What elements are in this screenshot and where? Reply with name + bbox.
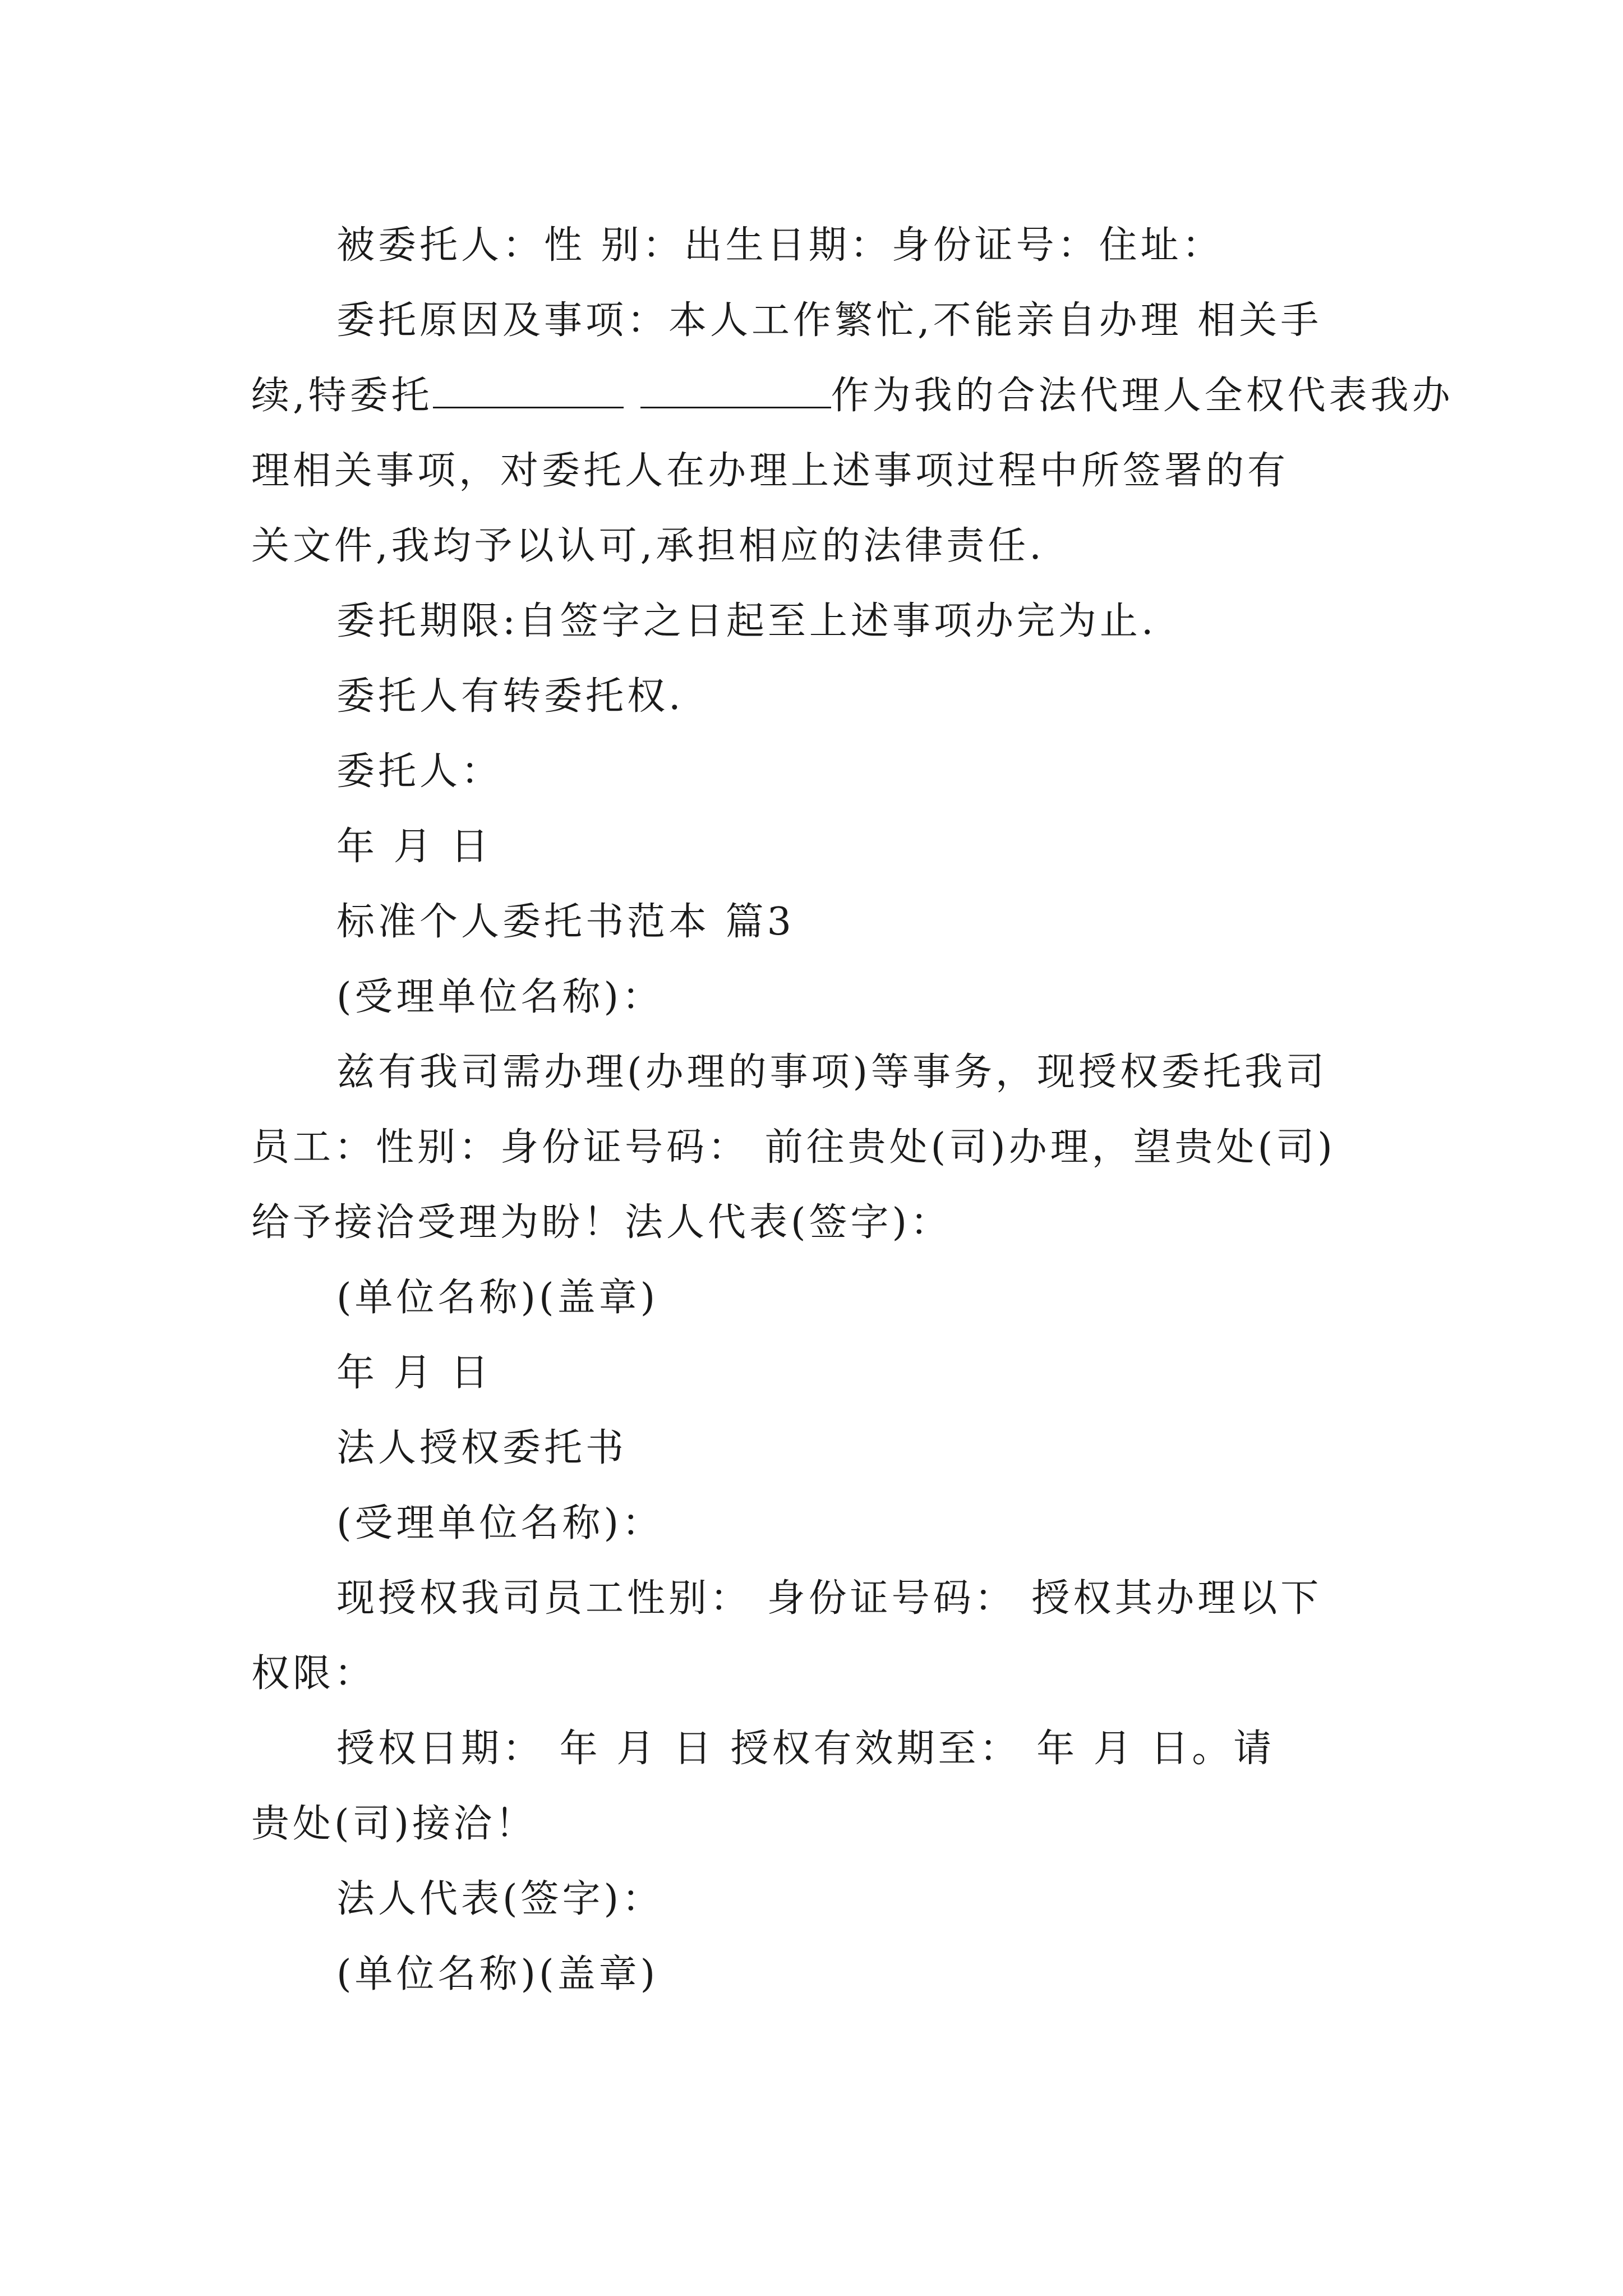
unit-seal-label-1: (单位名称)(盖章) — [336, 1276, 659, 1320]
paragraph-term: 委托期限:自签字之日起至上述事项办完为止. — [336, 599, 1157, 643]
fill-blank-1[interactable] — [433, 378, 624, 408]
recipient-unit-1: (受理单位名称)： — [336, 975, 664, 1019]
fill-blank-2[interactable] — [640, 378, 831, 408]
paragraph-reason-line-4: 关文件,我均予以认可,承担相应的法律责任. — [251, 524, 1045, 568]
paragraph-reason-line-3: 理相关事项，对委托人在办理上述事项过程中所签署的有 — [251, 449, 1289, 493]
paragraph-authorization-line-2: 权限： — [251, 1651, 376, 1696]
paragraph-company-line-2: 员工：性别：身份证号码： 前往贵处(司)办理，望贵处(司) — [251, 1125, 1336, 1170]
paragraph-reason-line-1: 委托原因及事项：本人工作繁忙,不能亲自办理 相关手 — [336, 298, 1322, 343]
paragraph-subdelegation: 委托人有转委托权. — [336, 674, 684, 719]
paragraph-auth-date-line-1: 授权日期： 年 月 日 授权有效期至： 年 月 日。请 — [336, 1727, 1275, 1771]
section-title-template-3: 标准个人委托书范本 篇3 — [336, 900, 795, 944]
reason-line-2-suffix: 作为我的合法代理人全权代表我办 — [831, 374, 1454, 418]
date-line-2: 年 月 日 — [336, 1351, 492, 1395]
date-line-1: 年 月 日 — [336, 825, 492, 869]
paragraph-auth-date-line-2: 贵处(司)接洽！ — [251, 1802, 537, 1846]
paragraph-authorization-line-1: 现授权我司员工性别： 身份证号码： 授权其办理以下 — [336, 1576, 1322, 1621]
legal-rep-signature-label: 法人代表(签字)： — [336, 1877, 664, 1921]
principal-signature-label: 委托人： — [336, 749, 503, 794]
paragraph-principal-info: 被委托人：性 别：出生日期：身份证号：住址： — [336, 223, 1224, 268]
section-title-legal-authorization: 法人授权委托书 — [336, 1426, 628, 1470]
paragraph-company-line-3: 给予接洽受理为盼！法人代表(签字)： — [251, 1200, 952, 1245]
paragraph-company-line-1: 兹有我司需办理(办理的事项)等事务，现授权委托我司 — [336, 1050, 1328, 1094]
unit-seal-label-2: (单位名称)(盖章) — [336, 1952, 659, 1996]
paragraph-reason-line-2 — [251, 374, 1454, 418]
recipient-unit-2: (受理单位名称)： — [336, 1501, 664, 1545]
reason-line-2-prefix: 续,特委托 — [251, 374, 433, 418]
